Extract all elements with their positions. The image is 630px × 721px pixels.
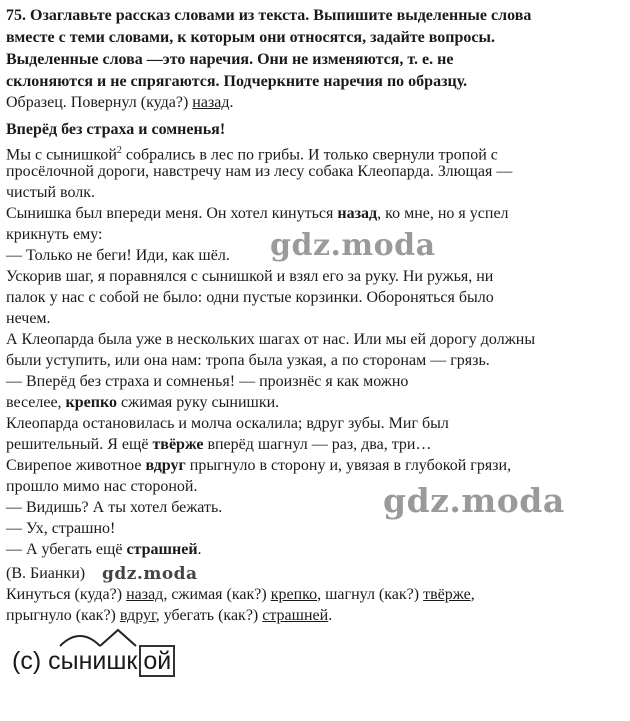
highlighted-adverb: твёрже bbox=[152, 436, 204, 453]
story-line: Клеопарда остановилась и молча оскалила; вдруг зубы. Миг был bbox=[6, 415, 449, 432]
story-line: — Только не беги! Иди, как шёл. bbox=[6, 247, 230, 264]
story-title: Вперёд без страха и сомненья! bbox=[6, 121, 226, 138]
story-line: веселее, крепко сжимая руку сынишки. bbox=[6, 394, 280, 411]
example-adverb: назад bbox=[192, 94, 230, 111]
footnote-marker: 2 bbox=[116, 145, 122, 156]
story-line: крикнуть ему: bbox=[6, 226, 103, 243]
story-line: палок у нас с собой не было: одни пустые корзинки. Обороняться было bbox=[6, 289, 494, 306]
word-stem: сынишк bbox=[48, 647, 138, 675]
task-line: 75. Озаглавьте рассказ словами из текста. Выпишите выделенные слова bbox=[6, 7, 532, 24]
story-line: решительный. Я ещё твёрже вперёд шагнул — раз, два, три… bbox=[6, 436, 432, 453]
word-ending: ой bbox=[139, 645, 175, 677]
answer-adverb: крепко bbox=[270, 586, 318, 603]
story-line: просёлочной дороги, навстречу нам из лесу собака Клеопарда. Злющая — bbox=[6, 163, 513, 180]
highlighted-adverb: страшней bbox=[126, 541, 198, 558]
preposition: (с) bbox=[12, 647, 49, 675]
story-line: чистый волк. bbox=[6, 184, 96, 201]
story-line: были уступить, или она нам: тропа была узкая, а по сторонам — грязь. bbox=[6, 352, 490, 369]
story-line: Мы с сынишкой$^2$ собрались в лес по грибы. И только свернули тропой с bbox=[6, 145, 498, 164]
story-line: нечем. bbox=[6, 310, 51, 327]
highlighted-adverb: назад bbox=[337, 205, 378, 222]
story-line: Свирепое животное вдруг прыгнуло в сторону и, увязая в глубокой грязи, bbox=[6, 457, 512, 474]
answer-adverb: страшней bbox=[262, 607, 329, 624]
watermark: gdz.moda bbox=[270, 228, 436, 263]
task-line: склоняются и не спрягаются. Подчеркните наречия по образцу. bbox=[6, 73, 468, 90]
watermark: gdz.moda bbox=[383, 481, 565, 520]
story-line: — Видишь? А ты хотел бежать. bbox=[6, 499, 223, 516]
story-line: — Ух, страшно! bbox=[6, 520, 116, 537]
story-line: — Вперёд без страха и сомненья! — произнёс я как можно bbox=[6, 373, 409, 390]
task-example: Образец. Повернул (куда?) назад. bbox=[6, 94, 234, 111]
answer-adverb: назад bbox=[126, 586, 164, 603]
story-line: Ускорив шаг, я поравнялся с сынишкой и взял его за руку. Ни ружья, ни bbox=[6, 268, 494, 285]
watermark: gdz.moda bbox=[102, 564, 198, 584]
story-line: прошло мимо нас стороной. bbox=[6, 478, 198, 495]
story-line: — А убегать ещё страшней. bbox=[6, 541, 202, 558]
highlighted-adverb: крепко bbox=[65, 394, 117, 411]
story-line: Сынишка был впереди меня. Он хотел кинуться назад, ко мне, но я успел bbox=[6, 205, 509, 222]
answer-adverb: вдруг bbox=[119, 607, 156, 624]
highlighted-adverb: вдруг bbox=[145, 457, 186, 474]
answer-adverb: твёрже bbox=[423, 586, 471, 603]
story-author: (В. Бианки) bbox=[6, 565, 86, 582]
answer-line: Кинуться (куда?) назад, сжимая (как?) крепко, шагнул (как?) твёрже, bbox=[6, 586, 475, 603]
story-line: А Клеопарда была уже в нескольких шагах от нас. Или мы ей дорогу должны bbox=[6, 331, 536, 348]
task-line: Выделенные слова —это наречия. Они не изменяются, т. е. не bbox=[6, 51, 454, 68]
answer-line: прыгнуло (как?) вдруг, убегать (как?) страшней. bbox=[6, 607, 333, 624]
task-line: вместе с теми словами, к которым они относятся, задайте вопросы. bbox=[6, 29, 496, 46]
